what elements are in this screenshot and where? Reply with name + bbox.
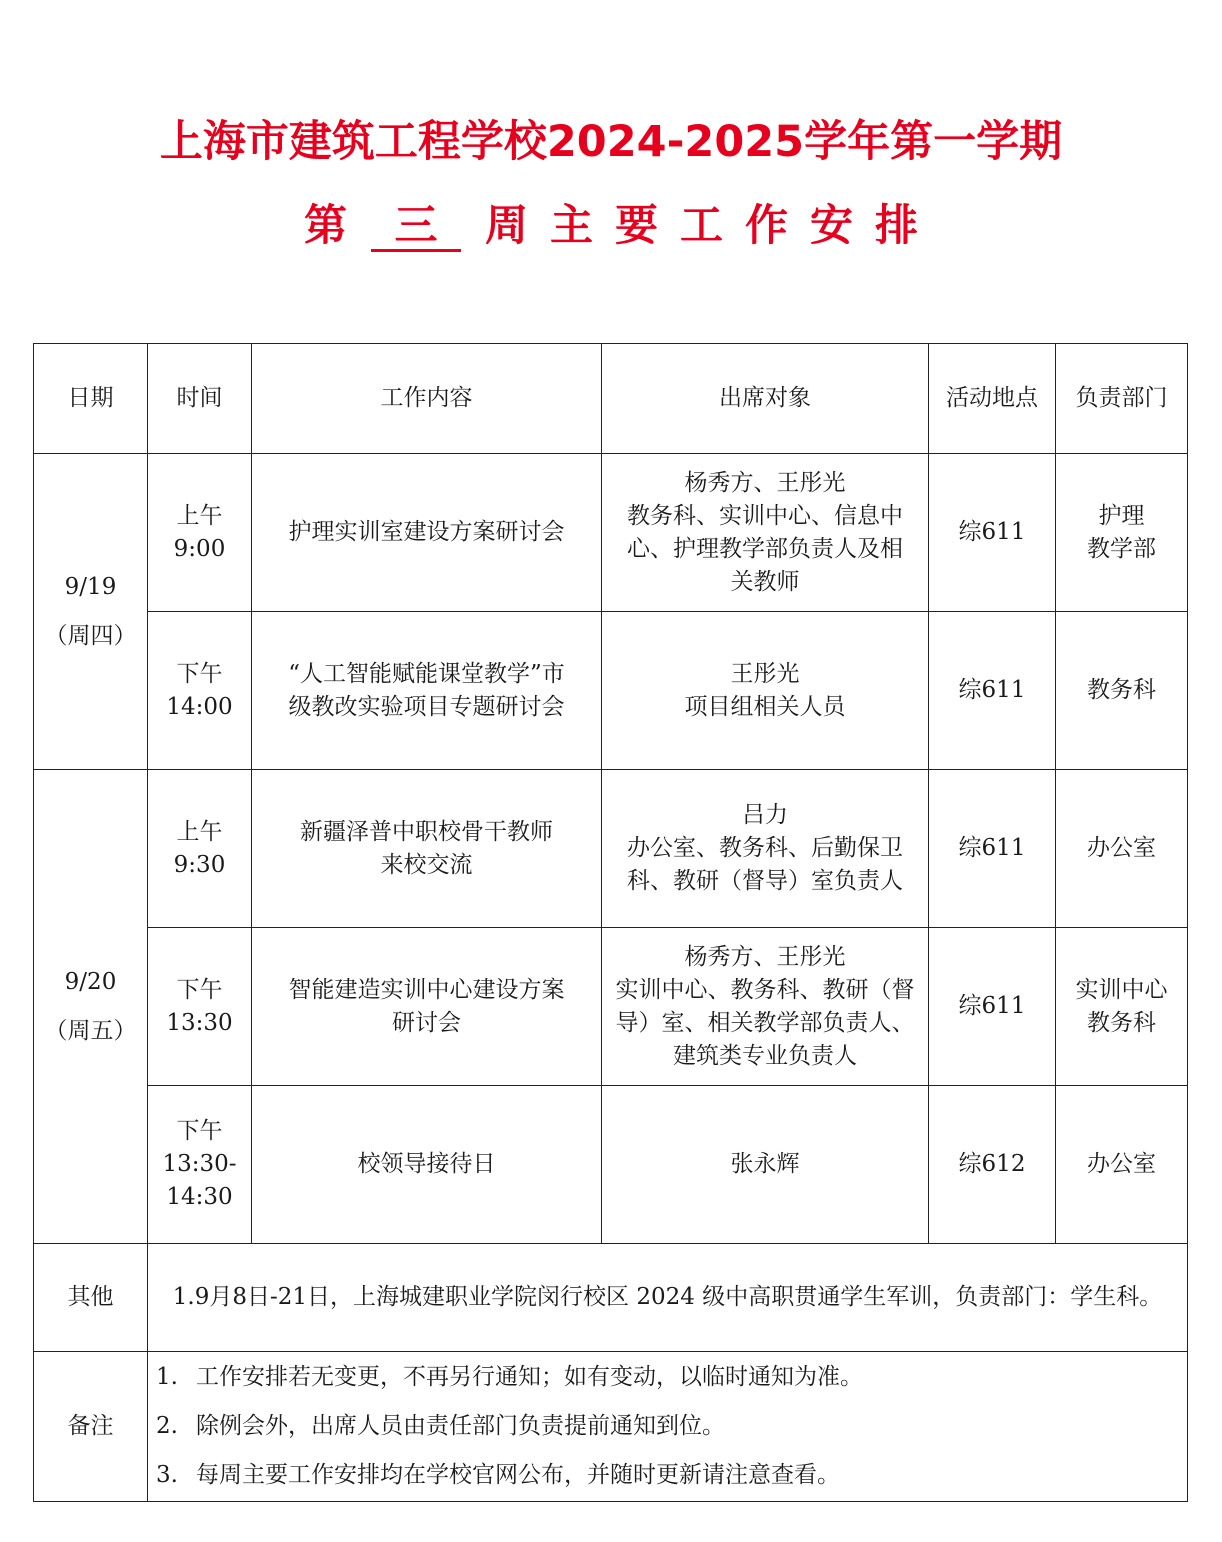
attendees-line: 办公室、教务科、后勤保卫 (627, 835, 903, 861)
attendees-line: 杨秀方、王彤光 (684, 943, 846, 970)
department-cell (1056, 454, 1188, 612)
department-line: 实训中心 (1075, 976, 1168, 1003)
header-time: 时间 (148, 344, 252, 454)
attendees-cell (602, 928, 929, 1086)
time-cell (148, 612, 252, 770)
time-line: 13:30 (166, 1009, 233, 1036)
location-cell: 综611 (929, 928, 1056, 1086)
time-line: 下午 (176, 660, 223, 687)
content-line: “人工智能赋能课堂教学”市 (288, 660, 565, 687)
department-cell (1056, 612, 1188, 770)
title-char: 安 (810, 201, 853, 251)
department-line: 教学部 (1087, 535, 1156, 562)
schedule-table (33, 343, 1188, 1502)
attendees-line: 项目组相关人员 (684, 693, 846, 720)
attendees-cell (602, 612, 929, 770)
document-title: 上海市建筑工程学校2024-2025学年第一学期 (159, 117, 1063, 167)
department-line: 教务科 (1087, 677, 1156, 703)
notes-row (34, 1352, 1188, 1502)
content-cell (252, 770, 602, 928)
title-char: 周 (485, 201, 528, 251)
content-cell (252, 612, 602, 770)
content-line: 护理实训室建设方案研讨会 (288, 519, 565, 545)
date-cell (34, 770, 148, 1244)
note-item (156, 1451, 1179, 1500)
notes-list (148, 1352, 1188, 1502)
attendees-line: 杨秀方、王彤光 (684, 469, 846, 496)
department-line: 办公室 (1087, 835, 1156, 861)
other-row (34, 1244, 1188, 1352)
title-char: 作 (745, 201, 788, 251)
attendees-cell (602, 1086, 929, 1244)
time-cell (148, 928, 252, 1086)
header-attendees: 出席对象 (602, 344, 929, 454)
note-item (156, 1402, 1179, 1451)
department-line: 办公室 (1087, 1151, 1156, 1177)
time-line: 14:30 (166, 1184, 233, 1210)
title-char: 工 (680, 201, 723, 251)
department-cell (1056, 1086, 1188, 1244)
attendees-cell (602, 770, 929, 928)
content-line: 级教改实验项目专题研讨会 (288, 693, 565, 720)
title-char: 主 (550, 201, 593, 251)
week-schedule-title (0, 196, 1222, 256)
content-line: 智能建造实训中心建设方案 (288, 976, 565, 1003)
content-cell (252, 454, 602, 612)
time-line: 9:00 (173, 535, 226, 562)
time-line: 下午 (176, 1118, 223, 1144)
location-cell: 综611 (929, 770, 1056, 928)
location-cell: 综611 (929, 454, 1056, 612)
content-cell (252, 928, 602, 1086)
content-line: 研讨会 (392, 1009, 461, 1036)
attendees-line: 建筑类专业负责人 (673, 1042, 857, 1069)
content-cell (252, 1086, 602, 1244)
attendees-line: 教务科、实训中心、信息中 (627, 502, 903, 529)
note-item (156, 1353, 1179, 1402)
note-text: 每周主要工作安排均在学校官网公布，并随时更新请注意查看。 (195, 1462, 840, 1488)
table-row (34, 770, 1188, 928)
attendees-line: 导）室、相关教学部负责人、 (615, 1009, 915, 1036)
note-number: 2. (156, 1413, 178, 1439)
content-line: 新疆泽普中职校骨干教师 (300, 818, 553, 845)
note-text: 除例会外，出席人员由责任部门负责提前通知到位。 (195, 1413, 725, 1439)
table-header-row (34, 344, 1188, 454)
title-char: 排 (875, 201, 918, 251)
department-cell (1056, 770, 1188, 928)
other-text: 1.9月8日-21日，上海城建职业学院闵行校区 2024 级中高职贯通学生军训，负责部门：学生科。 (148, 1244, 1188, 1352)
department-line: 教务科 (1087, 1009, 1156, 1036)
attendees-line: 科、教研（督导）室负责人 (627, 868, 903, 894)
weekday-value: （周五） (44, 1017, 137, 1044)
content-line: 来校交流 (380, 851, 473, 878)
attendees-line: 心、护理教学部负责人及相 (627, 535, 903, 562)
location-cell: 综611 (929, 612, 1056, 770)
attendees-cell (602, 454, 929, 612)
notes-label: 备注 (34, 1352, 148, 1502)
time-line: 14:00 (166, 693, 233, 720)
table-row (34, 1086, 1188, 1244)
content-line: 校领导接待日 (357, 1151, 496, 1177)
time-cell (148, 454, 252, 612)
header-location: 活动地点 (929, 344, 1056, 454)
attendees-line: 王彤光 (730, 660, 800, 687)
table-row (34, 454, 1188, 612)
week-number: 三 (371, 203, 461, 252)
attendees-line: 吕力 (742, 802, 788, 828)
header-department: 负责部门 (1056, 344, 1188, 454)
table-row (34, 928, 1188, 1086)
department-cell (1056, 928, 1188, 1086)
time-line: 下午 (176, 976, 223, 1003)
note-number: 3. (156, 1462, 178, 1488)
weekday-value: （周四） (44, 622, 137, 649)
title-char: 要 (615, 201, 658, 251)
attendees-line: 张永辉 (730, 1151, 800, 1177)
table-row (34, 612, 1188, 770)
other-label: 其他 (34, 1244, 148, 1352)
time-cell (148, 770, 252, 928)
time-line: 上午 (176, 502, 223, 529)
week-prefix: 第 (304, 201, 347, 251)
date-cell (34, 454, 148, 770)
attendees-line: 实训中心、教务科、教研（督 (615, 976, 915, 1003)
location-cell: 综612 (929, 1086, 1056, 1244)
header-date: 日期 (34, 344, 148, 454)
time-line: 上午 (176, 818, 223, 845)
header-content: 工作内容 (252, 344, 602, 454)
time-line: 9:30 (173, 851, 226, 878)
time-line: 13:30- (162, 1151, 237, 1177)
department-line: 护理 (1098, 502, 1145, 529)
note-number: 1. (156, 1364, 178, 1390)
time-cell (148, 1086, 252, 1244)
note-text: 工作安排若无变更，不再另行通知；如有变动，以临时通知为准。 (195, 1364, 863, 1390)
date-value: 9/19 (64, 573, 117, 600)
date-value: 9/20 (64, 968, 117, 995)
attendees-line: 关教师 (730, 568, 800, 595)
